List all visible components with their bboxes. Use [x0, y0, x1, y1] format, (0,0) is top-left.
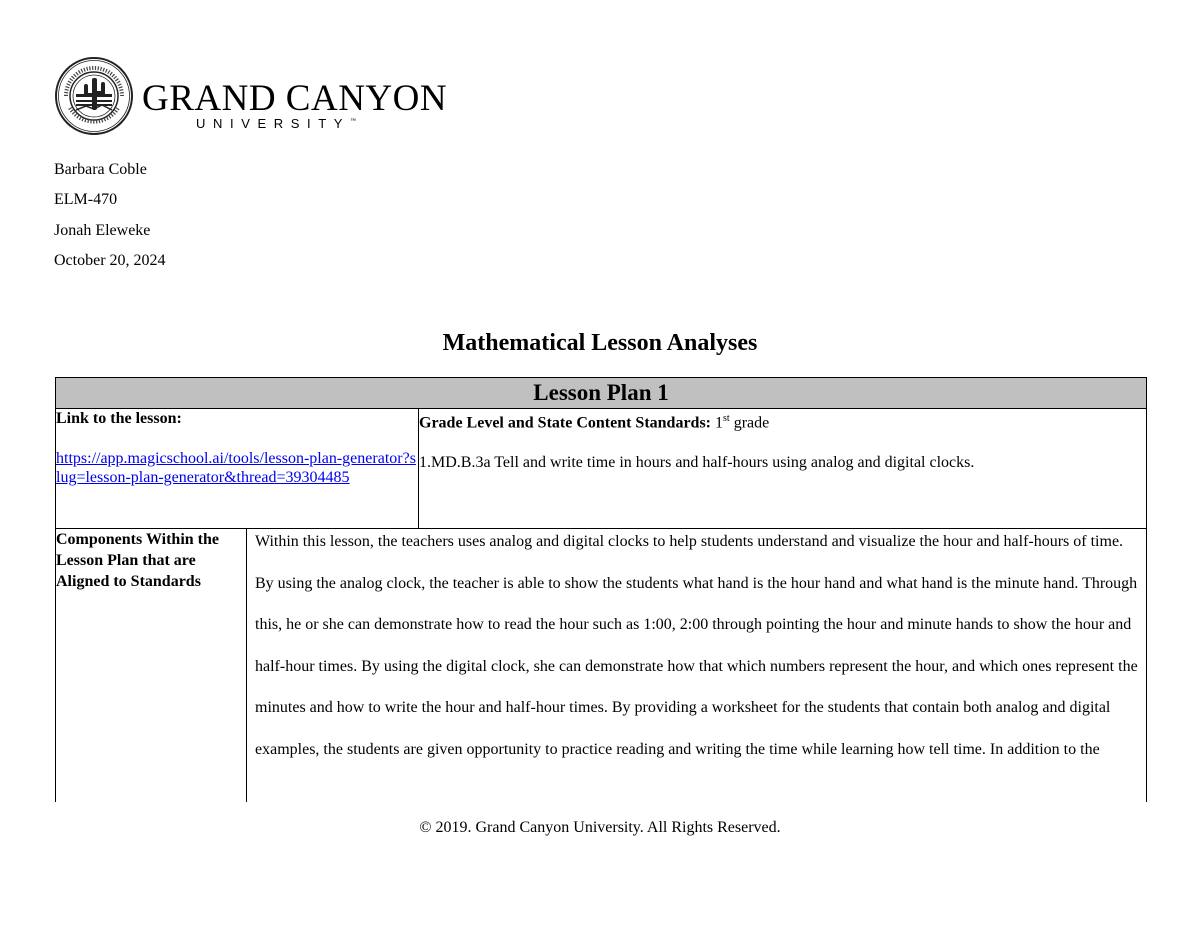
components-label: Components Within the Lesson Plan that are Aligned to Standards — [56, 529, 247, 803]
document-date: October 20, 2024 — [54, 251, 166, 269]
page-title: Mathematical Lesson Analyses — [442, 330, 758, 356]
grade-level-line — [419, 409, 1146, 433]
university-logo — [54, 56, 448, 138]
link-cell — [56, 409, 419, 529]
components-text: Within this lesson, the teachers uses analog and digital clocks to help students understand and visualize the hour and half-hours of time. By using the analog clock, the teacher is able to show the students what hand is the hour hand and what hand is the minute hand. Through this, he or she can demonstrate how to read the hour such as 1:00, 2:00 through pointing the hour and minute hands to show the hour and half-hour times. By using the digital clock, she can demonstrate how that which numbers represent the hour, and which ones represent the minutes and how to write the hour and half-hour times. By providing a worksheet for the students that contain both analog and digital examples, the students are given opportunity to practice reading and writing the time while learning how tell time. In addition to the — [255, 533, 1138, 758]
standards-cell — [419, 409, 1147, 529]
student-name: Barbara Coble — [54, 161, 147, 178]
logo-name-line1: GRAND CANYON — [142, 78, 448, 119]
course-code: ELM-470 — [54, 191, 118, 209]
copyright-footer: © 2019. Grand Canyon University. All Rights Reserved. — [419, 819, 781, 836]
logo-name-line2: UNIVERSITY™ — [196, 116, 357, 131]
grade-suffix: st — [723, 413, 730, 424]
instructor-name: Jonah Eleweke — [54, 221, 151, 239]
grade-word: grade — [733, 414, 770, 432]
lesson-plan-table — [55, 377, 1147, 802]
components-cell — [247, 529, 1147, 803]
link-label: Link to the lesson: — [56, 410, 182, 427]
grade-number: 1 — [715, 414, 724, 432]
document-header — [54, 155, 166, 276]
grade-label: Grade Level and State Content Standards: — [419, 414, 712, 432]
table-heading: Lesson Plan 1 — [56, 378, 1147, 409]
standard-text: 1.MD.B.3a Tell and write time in hours and half-hours using analog and digital clocks. — [419, 454, 975, 472]
university-seal-icon — [54, 56, 134, 136]
lesson-link[interactable]: https://app.magicschool.ai/tools/lesson-plan-generator?slug=lesson-plan-generator&thread=39304485 — [56, 450, 416, 486]
